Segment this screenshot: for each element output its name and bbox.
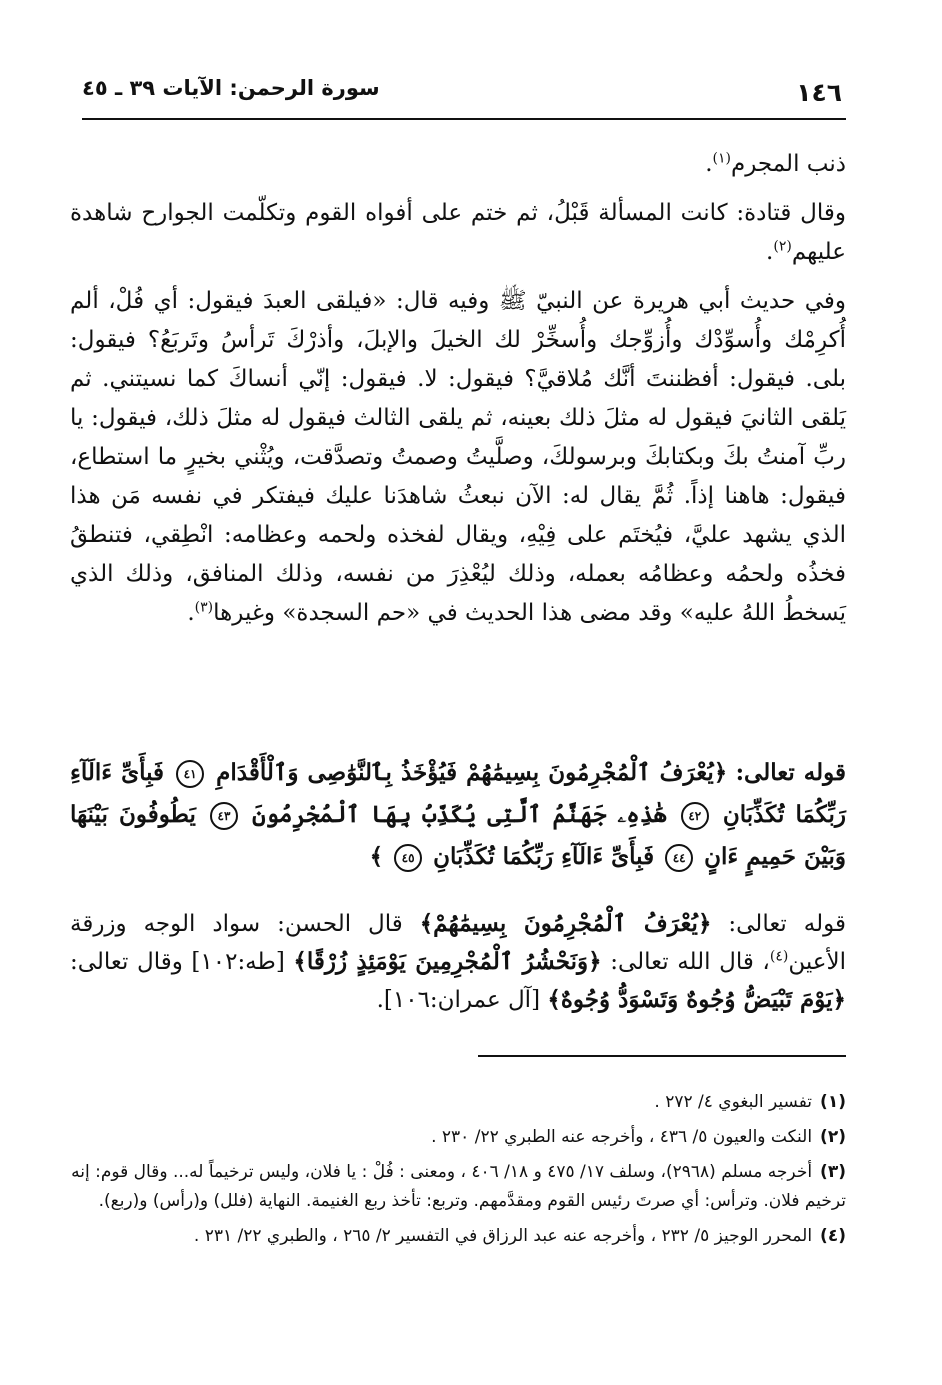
paragraph: وقال قتادة: كانت المسألة قَبْلُ، ثم ختم على أفواه القوم وتكلّمت الجوارح شاهدة عليهم$^{(٢)}$.	[70, 200, 846, 265]
footnote-text: تفسير البغوي ٤/ ٢٧٢ .	[654, 1092, 813, 1112]
body-text	[70, 145, 846, 643]
commentary-paragraph: قوله تعالى: ﴿يُعْرَفُ ٱلْمُجْرِمُونَ بِسِيمَٰهُمْ﴾ قال الحسن: سواد الوجه وزرقة الأعين$^{(٤)}$، قال الله تعالى: ﴿وَنَحْشُرُ ٱلْمُجْرِمِينَ يَوْمَئِذٍ زُرْقًا﴾ [طه:١٠٢] وقال تعالى: ﴿يَوْمَ تَبْيَضُّ وُجُوهٌ وَتَسْوَدُّ وُجُوهٌ﴾ [آل عمران:١٠٦].	[70, 910, 846, 1013]
verse-lead: قوله تعالى:	[735, 759, 846, 786]
quran-quote: ﴿يُعْرَفُ ٱلْمُجْرِمُونَ بِسِيمَٰهُمْ﴾	[419, 910, 712, 937]
footnote-item	[70, 1088, 846, 1117]
verse-number-mark: ٤٤	[665, 844, 693, 872]
page-header	[82, 70, 842, 106]
verse-number-mark: ٤٢	[681, 802, 709, 830]
footnote-ref: (١)	[712, 150, 731, 167]
footnote-text: النكت والعيون ٥/ ٤٣٦ ، وأخرجه عنه الطبري ٢٢/ ٢٣٠ .	[431, 1127, 813, 1147]
running-title: سورة الرحمن: الآيات ٣٩ ـ ٤٥	[82, 76, 380, 100]
header-rule	[82, 118, 846, 120]
footnote-text: المحرر الوجيز ٥/ ٢٣٢ ، وأخرجه عنه عبد الرزاق في التفسير ٢/ ٢٦٥ ، والطبري ٢٢/ ٢٣١ .	[193, 1226, 813, 1246]
footnote-number: (٤)	[820, 1226, 846, 1246]
verse-number-mark: ٤٥	[394, 844, 422, 872]
commentary-lead: قوله تعالى:	[728, 911, 846, 937]
footnote-ref: (٢)	[773, 238, 792, 255]
verse-number-mark: ٤١	[176, 760, 204, 788]
footnote-number: (١)	[820, 1092, 846, 1112]
quran-quote: ﴿يَوْمَ تَبْيَضُّ وُجُوهٌ وَتَسْوَدُّ وُجُوهٌ﴾	[547, 986, 846, 1013]
paragraph: ذنب المجرم$^{(١)}$.	[705, 150, 846, 177]
footnote-ref: (٤)	[769, 948, 789, 965]
verse-number-mark: ٤٣	[210, 802, 238, 830]
footnote-text: أخرجه مسلم (٢٩٦٨)، وسلف ١٧/ ٤٧٥ و ١٨/ ٤٠٦ ، ومعنى : فُلْ : يا فلان، وليس ترخيماً له... وقال قوم: إنه ترخيم فلان. وترأس: أي صرتَ رئيس القوم ومقدَّمهم. وتربع: تأخذ ربع الغنيمة. النهاية (فلل) و(رأس) و(ربع).	[71, 1162, 846, 1211]
footnote-number: (٣)	[820, 1162, 846, 1182]
footnotes	[70, 1088, 846, 1257]
footnote-item	[70, 1222, 846, 1251]
page-number: ١٤٦	[796, 78, 842, 107]
quran-text: ﴿يُعْرَفُ ٱلْمُجْرِمُونَ بِسِيمَٰهُمْ فَيُؤْخَذُ بِٱلنَّوَٰصِى وَٱلْأَقْدَامِ ٤١ فَبِأَىِّ ءَالَآءِ رَبِّكُمَا تُكَذِّبَانِ ٤٢ هَٰذِهِۦ جَهَنَّمُ ٱلَّتِى يُكَذِّبُ بِهَا ٱلْمُجْرِمُونَ ٤٣ يَطُوفُونَ بَيْنَهَا وَبَيْنَ حَمِيمٍ ءَانٍ ٤٤ فَبِأَىِّ ءَالَآءِ رَبِّكُمَا تُكَذِّبَانِ ٤٥ ﴾	[70, 759, 846, 870]
footnote-ref: (٣)	[194, 599, 214, 616]
quran-verse-block	[70, 752, 846, 878]
footnote-number: (٢)	[820, 1127, 846, 1147]
paragraph: وفي حديث أبي هريرة عن النبيّ ﷺ وفيه قال: «فيلقى العبدَ فيقول: أي فُلْ، ألم أُكرِمْك وأُسوِّدْك وأُزوِّجك وأُسخِّرْ لك الخيلَ والإبلَ، وأذرْكَ تَرأسُ وتَربَعُ؟ فيقول: بلى. فيقول: أفظننتَ أنَّك مُلاقيَّ؟ فيقول: لا. فيقول: إنّي أنساكَ كما نسيتني. ثم يَلقى الثانيَ فيقول له مثلَ ذلك بعينه، ثم يلقى الثالث فيقول له مثلَ ذلك، فيقول: يا ربِّ آمنتُ بكَ وبكتابكَ وبرسولكَ، وصلَّيتُ وصمتُ وتصدَّقت، ويُثْني بخيرٍ ما استطاع، فيقول: هاهنا إذاً. ثُمَّ يقال له: الآن نبعثُ شاهدَنا عليك فيفتكر في نفسه مَن هذا الذي يشهد عليَّ، فيُختَم على فِيْهِ، ويقال لفخذه ولحمه وعظامه: انْطِقي، فتنطقُ فخذُه ولحمُه وعظامُه بعمله، وذلك ليُعْذِرَ من نفسه، وذلك المنافق، وذلك الذي يَسخطُ اللهُ عليه» وقد مضى هذا الحديث في «حم السجدة» وغيرها$^{(٣)}$.	[70, 288, 846, 626]
footnote-separator	[478, 1055, 846, 1057]
footnote-item	[70, 1158, 846, 1216]
quran-quote: ﴿وَنَحْشُرُ ٱلْمُجْرِمِينَ يَوْمَئِذٍ زُرْقًا﴾	[293, 948, 602, 975]
footnote-item	[70, 1123, 846, 1152]
